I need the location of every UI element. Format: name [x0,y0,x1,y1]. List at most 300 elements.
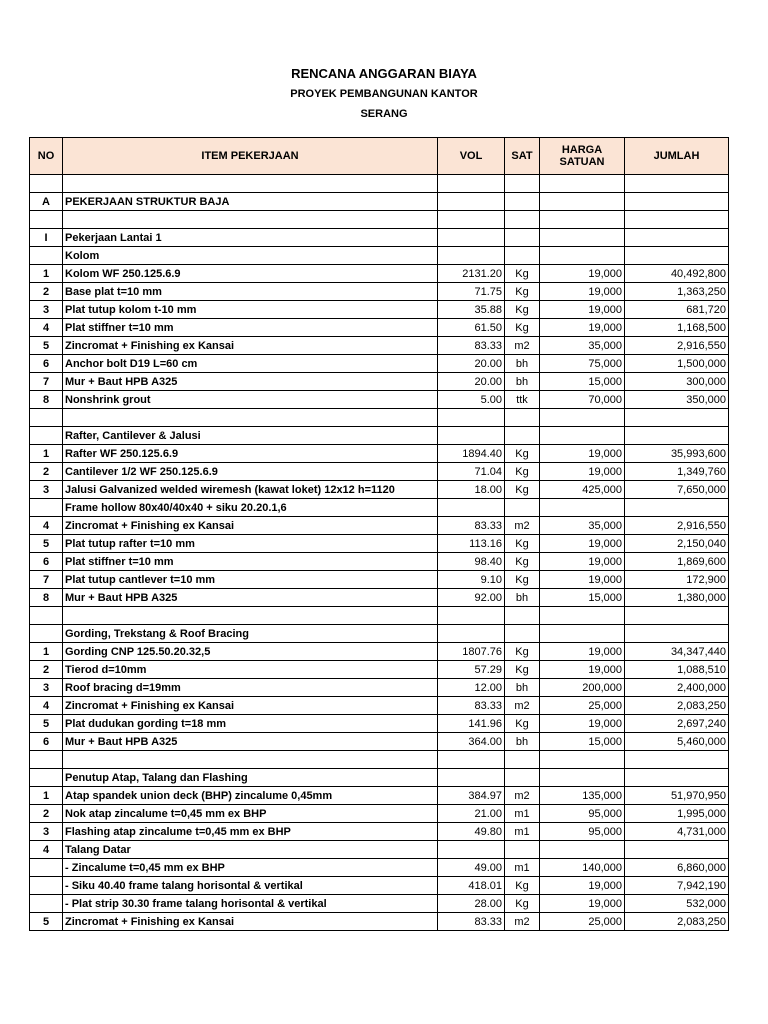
cell-vol: 98.40 [438,553,505,571]
cell-sat: Kg [505,445,540,463]
cell-sat: bh [505,355,540,373]
cell-item: Roof bracing d=19mm [63,679,438,697]
cell-harga-satuan [540,607,625,625]
table-row [30,427,729,445]
table-row [30,859,729,877]
table-row [30,355,729,373]
table-row [30,283,729,301]
cell-harga-satuan: 19,000 [540,877,625,895]
cell-no [30,877,63,895]
cell-vol [438,427,505,445]
cell-sat: bh [505,373,540,391]
cell-jumlah: 2,083,250 [625,913,729,931]
cell-no: 5 [30,535,63,553]
table-row [30,625,729,643]
cell-jumlah: 1,995,000 [625,805,729,823]
cell-vol: 83.33 [438,913,505,931]
cell-jumlah: 2,697,240 [625,715,729,733]
cell-no: 3 [30,823,63,841]
cell-item: Mur + Baut HPB A325 [63,373,438,391]
cell-no [30,499,63,517]
table-header-row [30,138,729,175]
cell-sat: Kg [505,319,540,337]
cell-jumlah: 2,083,250 [625,697,729,715]
cell-vol: 49.80 [438,823,505,841]
cell-vol: 12.00 [438,679,505,697]
header-no: NO [30,138,63,175]
cell-vol: 28.00 [438,895,505,913]
cell-no: 6 [30,733,63,751]
table-row [30,823,729,841]
cell-item: - Siku 40.40 frame talang horisontal & vertikal [63,877,438,895]
table-row [30,733,729,751]
cell-jumlah: 2,916,550 [625,517,729,535]
cell-sat: ttk [505,391,540,409]
cell-sat: m2 [505,697,540,715]
cell-vol [438,751,505,769]
cell-harga-satuan [540,769,625,787]
cell-vol: 364.00 [438,733,505,751]
cell-no: 6 [30,553,63,571]
cell-harga-satuan: 95,000 [540,805,625,823]
cell-harga-satuan: 19,000 [540,535,625,553]
cell-no: 1 [30,787,63,805]
cell-item: Frame hollow 80x40/40x40 + siku 20.20.1,6 [63,499,438,517]
table-row [30,373,729,391]
cell-no: 1 [30,643,63,661]
cell-jumlah [625,607,729,625]
cell-harga-satuan: 19,000 [540,319,625,337]
table-row [30,787,729,805]
cell-sat: Kg [505,895,540,913]
cell-vol: 113.16 [438,535,505,553]
header-jumlah: JUMLAH [625,138,729,175]
cell-harga-satuan: 19,000 [540,643,625,661]
cell-sat: Kg [505,463,540,481]
cell-jumlah: 1,500,000 [625,355,729,373]
cell-jumlah [625,409,729,427]
cell-harga-satuan [540,499,625,517]
cell-no [30,607,63,625]
table-row [30,247,729,265]
cell-jumlah: 7,650,000 [625,481,729,499]
cell-no: 7 [30,571,63,589]
cell-item: Gording CNP 125.50.20.32,5 [63,643,438,661]
cell-vol [438,175,505,193]
cell-vol [438,229,505,247]
cell-jumlah: 1,088,510 [625,661,729,679]
cell-item: Kolom [63,247,438,265]
cell-harga-satuan [540,175,625,193]
table-row [30,607,729,625]
cell-harga-satuan: 19,000 [540,445,625,463]
cell-harga-satuan [540,193,625,211]
cell-harga-satuan [540,229,625,247]
cell-item [63,211,438,229]
cell-harga-satuan: 140,000 [540,859,625,877]
cell-no [30,247,63,265]
table-row [30,769,729,787]
cell-harga-satuan: 19,000 [540,895,625,913]
cell-vol: 141.96 [438,715,505,733]
cell-sat: m2 [505,787,540,805]
cell-harga-satuan: 15,000 [540,373,625,391]
cell-vol [438,211,505,229]
cell-vol: 35.88 [438,301,505,319]
cell-jumlah: 681,720 [625,301,729,319]
cell-harga-satuan [540,427,625,445]
cell-jumlah [625,211,729,229]
cell-harga-satuan: 19,000 [540,715,625,733]
cell-sat: m2 [505,337,540,355]
cell-item [63,175,438,193]
cell-vol: 20.00 [438,373,505,391]
cell-item: Pekerjaan Lantai 1 [63,229,438,247]
table-row [30,661,729,679]
cell-no: 8 [30,589,63,607]
cell-no [30,211,63,229]
cell-no [30,175,63,193]
cell-jumlah: 2,916,550 [625,337,729,355]
cell-item: Atap spandek union deck (BHP) zincalume 0,45mm [63,787,438,805]
cell-harga-satuan: 25,000 [540,697,625,715]
cell-sat: m1 [505,823,540,841]
cell-sat [505,211,540,229]
table-row [30,535,729,553]
table-row [30,895,729,913]
cell-sat [505,499,540,517]
cell-harga-satuan: 95,000 [540,823,625,841]
cell-sat: Kg [505,661,540,679]
cell-jumlah: 7,942,190 [625,877,729,895]
table-row [30,391,729,409]
table-row [30,337,729,355]
table-row [30,481,729,499]
cell-jumlah: 1,363,250 [625,283,729,301]
cell-no [30,427,63,445]
cell-no: 5 [30,715,63,733]
cell-vol [438,247,505,265]
cell-no: 5 [30,913,63,931]
table-row [30,409,729,427]
cell-no: 3 [30,301,63,319]
cell-sat [505,625,540,643]
cell-no: 2 [30,463,63,481]
cell-item [63,409,438,427]
cell-no: 4 [30,517,63,535]
table-body [30,175,729,931]
cell-harga-satuan: 19,000 [540,301,625,319]
cell-harga-satuan: 15,000 [540,733,625,751]
cell-harga-satuan: 15,000 [540,589,625,607]
cell-vol: 92.00 [438,589,505,607]
cell-no [30,409,63,427]
cell-harga-satuan [540,409,625,427]
cell-item: Plat tutup cantlever t=10 mm [63,571,438,589]
cell-no: 2 [30,805,63,823]
cell-item: Mur + Baut HPB A325 [63,733,438,751]
cell-harga-satuan [540,841,625,859]
cell-sat: m1 [505,859,540,877]
table-row [30,751,729,769]
cell-no: 4 [30,319,63,337]
cell-jumlah [625,841,729,859]
project-location: SERANG [360,108,408,120]
cell-vol [438,625,505,643]
cell-jumlah [625,175,729,193]
table-row [30,553,729,571]
cell-sat: Kg [505,301,540,319]
document-title: RENCANA ANGGARAN BIAYA [291,66,477,81]
cell-item: - Plat strip 30.30 frame talang horisontal & vertikal [63,895,438,913]
cell-sat [505,247,540,265]
cell-jumlah: 1,869,600 [625,553,729,571]
cell-vol: 49.00 [438,859,505,877]
cell-jumlah: 5,460,000 [625,733,729,751]
cell-sat: Kg [505,535,540,553]
table-row [30,517,729,535]
cell-jumlah: 35,993,600 [625,445,729,463]
cell-vol: 9.10 [438,571,505,589]
cell-sat: m2 [505,913,540,931]
table-row [30,175,729,193]
cell-item: Plat stiffner t=10 mm [63,319,438,337]
cell-vol: 83.33 [438,517,505,535]
cell-item: Gording, Trekstang & Roof Bracing [63,625,438,643]
cell-item: Tierod d=10mm [63,661,438,679]
cell-vol: 71.04 [438,463,505,481]
cell-vol: 61.50 [438,319,505,337]
table-row [30,715,729,733]
cell-vol [438,499,505,517]
cell-item: Anchor bolt D19 L=60 cm [63,355,438,373]
table-row [30,463,729,481]
table-row [30,301,729,319]
cell-harga-satuan [540,211,625,229]
cell-no: 8 [30,391,63,409]
cell-jumlah: 172,900 [625,571,729,589]
header-harga-line2: SATUAN [559,156,605,168]
cell-item: Talang Datar [63,841,438,859]
cell-harga-satuan: 19,000 [540,265,625,283]
cell-harga-satuan: 19,000 [540,553,625,571]
cell-item [63,607,438,625]
cell-jumlah: 532,000 [625,895,729,913]
cell-vol: 71.75 [438,283,505,301]
cell-jumlah: 51,970,950 [625,787,729,805]
cell-vol: 384.97 [438,787,505,805]
cell-harga-satuan: 35,000 [540,337,625,355]
cell-no: 2 [30,283,63,301]
table-row [30,211,729,229]
cell-no: 7 [30,373,63,391]
cell-no: 3 [30,481,63,499]
table-row [30,643,729,661]
cell-vol: 2131.20 [438,265,505,283]
cell-harga-satuan: 35,000 [540,517,625,535]
cell-sat [505,751,540,769]
cell-jumlah [625,751,729,769]
cell-item: Flashing atap zincalume t=0,45 mm ex BHP [63,823,438,841]
cell-vol: 83.33 [438,337,505,355]
cell-item: Zincromat + Finishing ex Kansai [63,337,438,355]
cell-jumlah: 2,150,040 [625,535,729,553]
cell-item: Penutup Atap, Talang dan Flashing [63,769,438,787]
cell-harga-satuan: 19,000 [540,571,625,589]
header-harga-satuan [540,138,625,175]
table-row [30,265,729,283]
cell-no: 1 [30,265,63,283]
table-row [30,913,729,931]
cell-jumlah [625,247,729,265]
cost-estimate-table [29,137,729,931]
cell-no [30,751,63,769]
cell-jumlah: 300,000 [625,373,729,391]
cell-sat: Kg [505,553,540,571]
table-row [30,589,729,607]
cell-no [30,625,63,643]
cell-harga-satuan: 75,000 [540,355,625,373]
cell-vol: 418.01 [438,877,505,895]
cell-no: 3 [30,679,63,697]
cell-vol [438,841,505,859]
cell-sat: m1 [505,805,540,823]
table-row [30,499,729,517]
cell-jumlah: 40,492,800 [625,265,729,283]
cell-vol [438,193,505,211]
cell-jumlah: 6,860,000 [625,859,729,877]
cell-no: 4 [30,841,63,859]
cell-jumlah [625,769,729,787]
cell-harga-satuan [540,751,625,769]
cell-item: Zincromat + Finishing ex Kansai [63,697,438,715]
table-row [30,697,729,715]
cell-jumlah: 1,380,000 [625,589,729,607]
project-name: PROYEK PEMBANGUNAN KANTOR [290,88,478,100]
cell-item: Plat tutup rafter t=10 mm [63,535,438,553]
cell-no: 4 [30,697,63,715]
header-harga-line1: HARGA [561,144,603,156]
cell-vol [438,409,505,427]
cell-harga-satuan [540,625,625,643]
cell-jumlah [625,625,729,643]
header-sat: SAT [505,138,540,175]
cell-item: Jalusi Galvanized welded wiremesh (kawat loket) 12x12 h=1120 [63,481,438,499]
cell-sat: m2 [505,517,540,535]
cell-item: Plat stiffner t=10 mm [63,553,438,571]
cell-vol: 20.00 [438,355,505,373]
cell-sat: bh [505,733,540,751]
cell-sat [505,229,540,247]
cell-sat: Kg [505,877,540,895]
cell-item: Rafter, Cantilever & Jalusi [63,427,438,445]
table-row [30,571,729,589]
cell-sat [505,193,540,211]
cell-item [63,751,438,769]
cell-no: 2 [30,661,63,679]
cell-item: Nonshrink grout [63,391,438,409]
cell-vol: 83.33 [438,697,505,715]
table-row [30,679,729,697]
cell-jumlah: 2,400,000 [625,679,729,697]
cell-jumlah: 1,168,500 [625,319,729,337]
cell-sat: Kg [505,643,540,661]
cell-sat [505,769,540,787]
cell-item: Mur + Baut HPB A325 [63,589,438,607]
cell-no: 1 [30,445,63,463]
cell-no: A [30,193,63,211]
cell-harga-satuan: 19,000 [540,283,625,301]
cell-item: Rafter WF 250.125.6.9 [63,445,438,463]
cell-sat: Kg [505,715,540,733]
cell-sat [505,427,540,445]
cell-item: Nok atap zincalume t=0,45 mm ex BHP [63,805,438,823]
cell-sat: Kg [505,481,540,499]
cell-jumlah: 4,731,000 [625,823,729,841]
cell-item: Cantilever 1/2 WF 250.125.6.9 [63,463,438,481]
table-row [30,805,729,823]
table-row [30,229,729,247]
cell-jumlah [625,427,729,445]
cell-sat [505,175,540,193]
cell-vol: 57.29 [438,661,505,679]
cell-sat: Kg [505,283,540,301]
cell-vol [438,607,505,625]
cell-vol: 1807.76 [438,643,505,661]
cell-jumlah [625,193,729,211]
cell-item: Zincromat + Finishing ex Kansai [63,913,438,931]
cell-harga-satuan: 425,000 [540,481,625,499]
cell-vol [438,769,505,787]
table-row [30,193,729,211]
table-row [30,445,729,463]
cell-no [30,859,63,877]
cell-sat: Kg [505,571,540,589]
cell-harga-satuan: 200,000 [540,679,625,697]
cell-sat: Kg [505,265,540,283]
cell-jumlah: 350,000 [625,391,729,409]
cell-item: Kolom WF 250.125.6.9 [63,265,438,283]
table-row [30,841,729,859]
cell-item: Plat tutup kolom t-10 mm [63,301,438,319]
cell-item: PEKERJAAN STRUKTUR BAJA [63,193,438,211]
cell-item: - Zincalume t=0,45 mm ex BHP [63,859,438,877]
cell-vol: 1894.40 [438,445,505,463]
table-row [30,319,729,337]
cell-jumlah: 34,347,440 [625,643,729,661]
cell-no [30,895,63,913]
cell-jumlah [625,499,729,517]
cell-harga-satuan: 135,000 [540,787,625,805]
cell-sat: bh [505,589,540,607]
cell-no: 6 [30,355,63,373]
cell-jumlah: 1,349,760 [625,463,729,481]
cell-harga-satuan: 70,000 [540,391,625,409]
cell-sat [505,841,540,859]
cell-vol: 21.00 [438,805,505,823]
table-row [30,877,729,895]
cell-no: I [30,229,63,247]
cell-vol: 5.00 [438,391,505,409]
cell-harga-satuan [540,247,625,265]
cell-item: Zincromat + Finishing ex Kansai [63,517,438,535]
cell-item: Plat dudukan gording t=18 mm [63,715,438,733]
cell-sat [505,607,540,625]
cell-sat [505,409,540,427]
cell-harga-satuan: 19,000 [540,463,625,481]
cell-harga-satuan: 19,000 [540,661,625,679]
cell-jumlah [625,229,729,247]
